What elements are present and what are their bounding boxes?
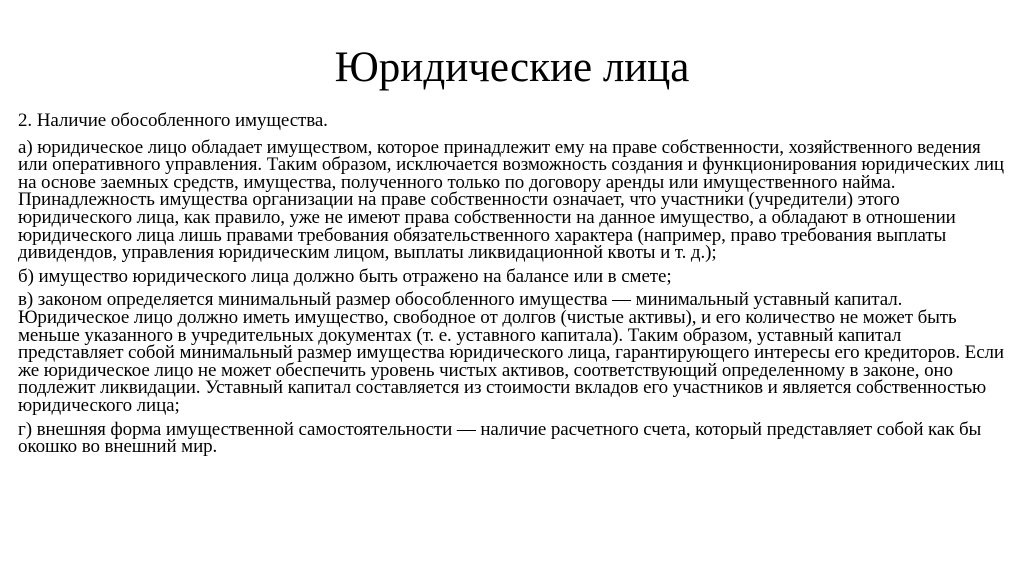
paragraph-b: б) имущество юридического лица должно быть отражено на балансе или в смете; <box>18 265 672 287</box>
paragraph-g: г) внешняя форма имущественной самостоятельности — наличие расчетного счета, который представляет собой как бы окошко во внешний мир. <box>18 418 982 458</box>
slide-body <box>18 112 1008 462</box>
slide-title: Юридические лица <box>334 44 690 91</box>
paragraph-v: в) законом определяется минимальный размер обособленного имущества — минимальный уставный капитал. Юридическое лицо должно иметь имущество, свободное от долгов (чистые активы), и его количество не может быть меньше указанного в учредительных документах (т. е. уставного капитала). Таким образом, уставный капитал представляет собой минимальный размер имущества юридического лица, гарантирующего интересы его кредиторов. Если же юридическое лицо не может обеспечить уровень чистых активов, соответствующий определенному в законе, оно подлежит ликвидации. Уставный капитал составляется из стоимости вкладов его участников и является собственностью юридического лица; <box>18 289 1004 416</box>
paragraph-heading: 2. Наличие обособленного имущества. <box>18 110 328 131</box>
paragraph-a: а) юридическое лицо обладает имуществом, которое принадлежит ему на праве собственности, хозяйственного ведения или оперативного управления. Таким образом, исключается возможность создания и функционирования юридических лиц на основе заемных средств, имущества, полученного только по договору аренды или имущественного найма. Принадлежность имущества организации на праве собственности означает, что участники (учредители) этого юридического лица, как правило, уже не имеют права собственности на данное имущество, а обладают в отношении юридического лица лишь правами требования обязательственного характера (например, право требования выплаты дивидендов, управления юридическим лицом, выплаты ликвидационной квоты и т. д.); <box>18 136 1004 264</box>
